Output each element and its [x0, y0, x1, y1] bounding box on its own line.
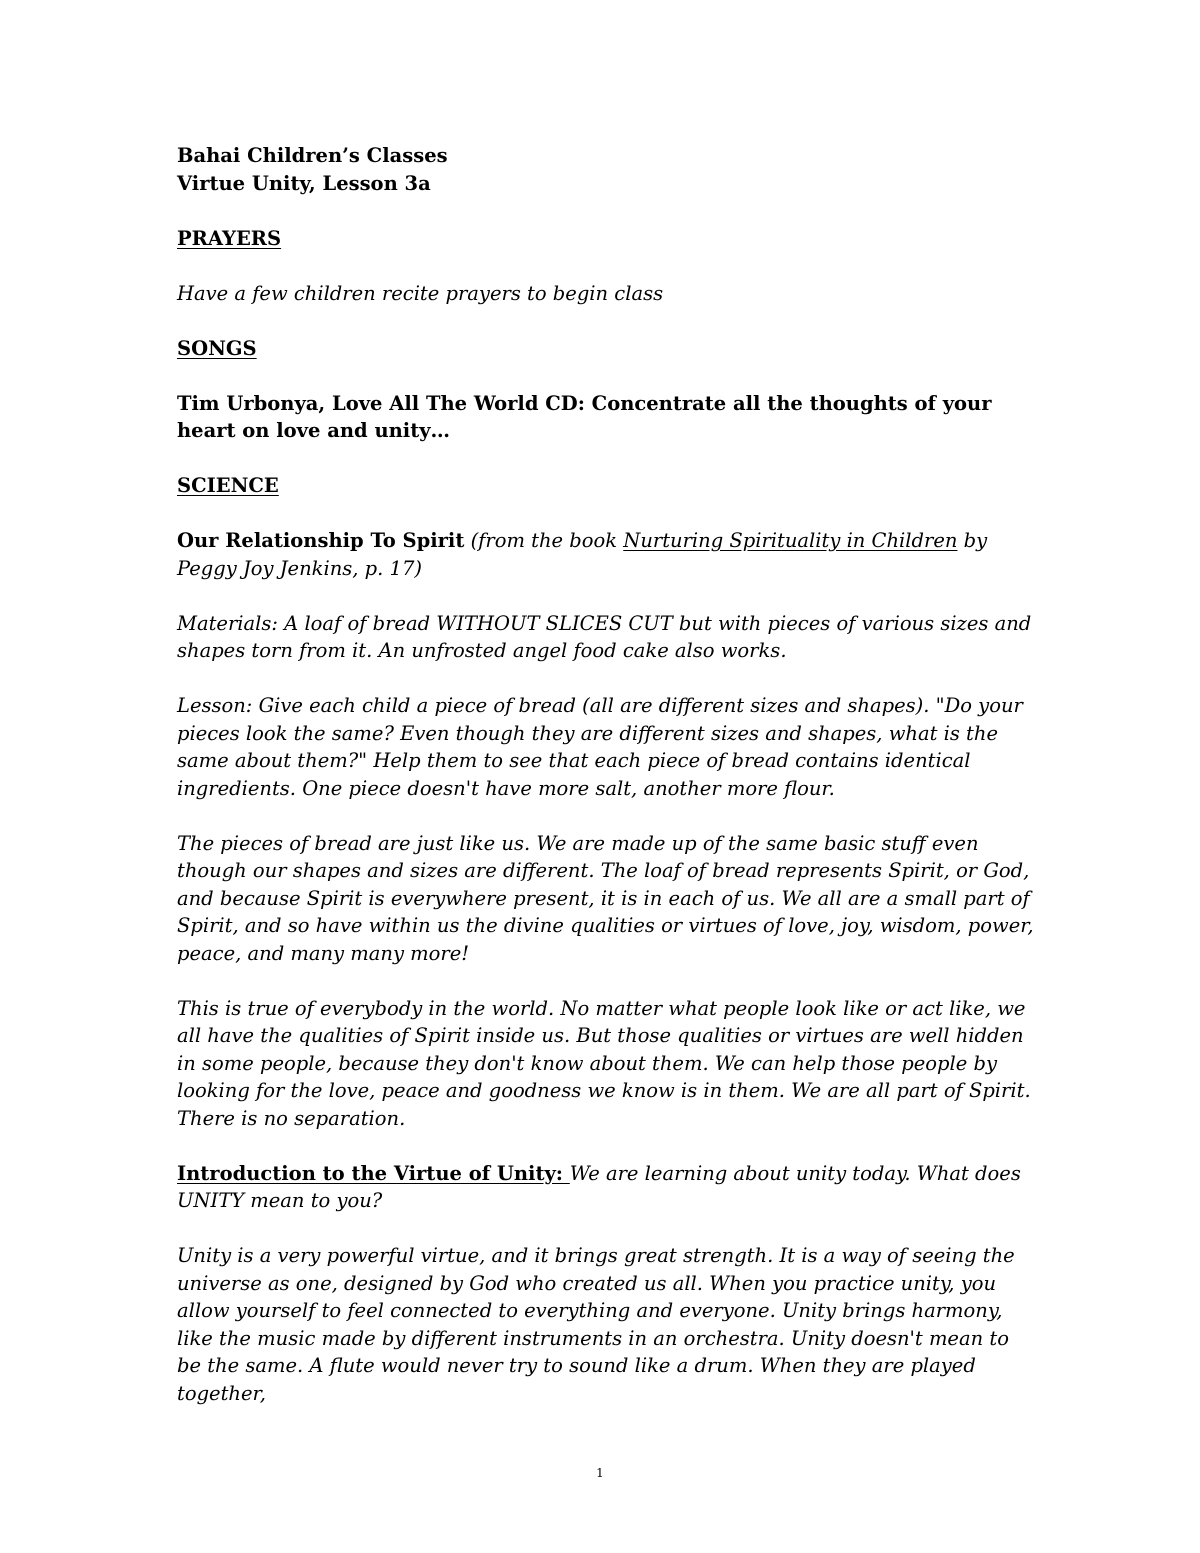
- page-number: 1: [596, 1466, 604, 1480]
- materials-paragraph: Materials: A loaf of bread WITHOUT SLICES CUT but with pieces of various sizes and shapes torn from it. An unfrosted angel food cake also works.: [177, 611, 1032, 662]
- document-title: Bahai Children’s Classes: [177, 144, 448, 167]
- activity-source-suffix: by Peggy Joy Jenkins, p. 17): [177, 529, 988, 580]
- everybody-paragraph: This is true of everybody in the world. No matter what people look like or act like, we all have the qualities of Spirit inside us. But those qualities or virtues are well hidden in some people, because they don't know about them. We can help those people by looking for the love, peace and goodness we know is in them. We are all part of Spirit. There is no separation.: [177, 996, 1031, 1130]
- document-subtitle: Virtue Unity, Lesson 3a: [177, 171, 431, 195]
- prayers-text: Have a few children recite prayers to begin class: [177, 281, 664, 305]
- document-header: [177, 142, 1037, 197]
- intro-paragraph: [177, 1160, 1037, 1215]
- lesson-paragraph: Lesson: Give each child a piece of bread (all are different sizes and shapes). "Do your pieces look the same? Even though they are different sizes and shapes, what is the same about them?" Help them to see that each piece of bread contains identical ingredients. One piece doesn't have more salt, another more flour.: [177, 694, 1023, 800]
- intro-label: Introduction to the Virtue of Unity:: [177, 1161, 570, 1185]
- activity-paragraph: [177, 527, 1037, 582]
- bread-paragraph: The pieces of bread are just like us. We are made up of the same basic stuff even though our shapes and sizes are different. The loaf of bread represents Spirit, or God, and because Spirit is everywhere present, it is in each of us. We all are a small part of Spirit, and so have within us the divine qualities or virtues of love, joy, wisdom, power, peace, and many many more!: [177, 831, 1034, 965]
- songs-text: Tim Urbonya, Love All The World CD: Concentrate all the thoughts of your heart on love and unity…: [177, 391, 992, 442]
- activity-source-prefix: (from the book: [470, 529, 624, 552]
- unity-paragraph: Unity is a very powerful virtue, and it brings great strength. It is a way of seeing the universe as one, designed by God who created us all. When you practice unity, you allow yourself to feel connected to everything and everyone. Unity brings harmony, like the music made by different instruments in an orchestra. Unity doesn't mean to be the same. A flute would never try to sound like a drum. When they are played together,: [177, 1244, 1015, 1405]
- activity-title: Our Relationship To Spirit: [177, 529, 465, 552]
- intro-text: We are learning about unity today. What does UNITY mean to you?: [177, 1161, 1021, 1212]
- activity-source-book: Nurturing Spirituality in Children: [623, 529, 958, 552]
- prayers-heading: PRAYERS: [177, 226, 282, 250]
- document-body: [177, 142, 1037, 1435]
- songs-heading: SONGS: [177, 336, 257, 360]
- science-heading: SCIENCE: [177, 474, 279, 497]
